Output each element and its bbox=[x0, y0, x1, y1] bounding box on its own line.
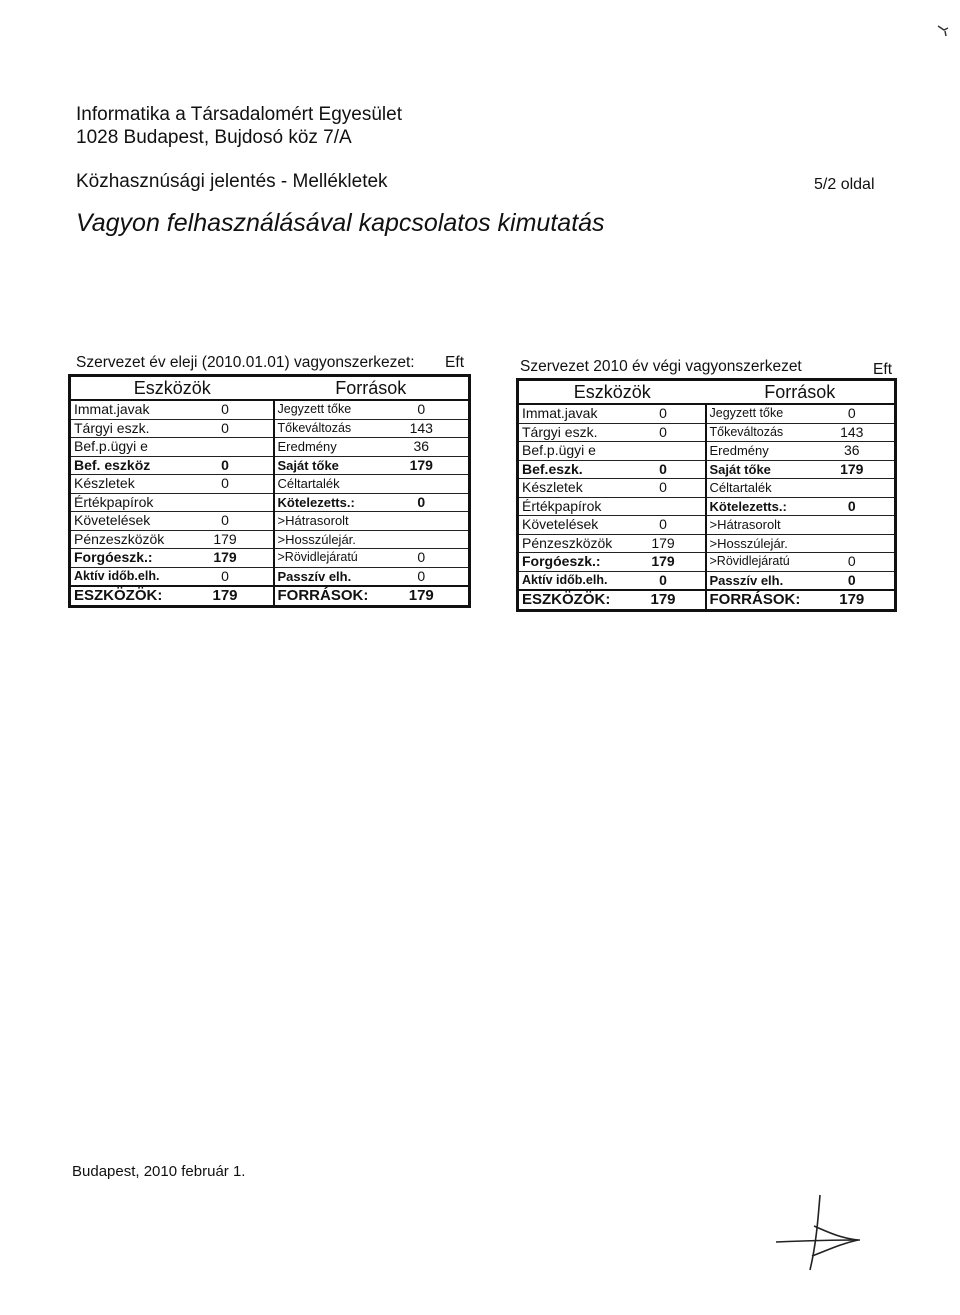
table-row bbox=[70, 475, 470, 494]
asset-value bbox=[622, 497, 706, 516]
source-total-label: FORRÁSOK: bbox=[274, 586, 375, 606]
table-row bbox=[70, 530, 470, 549]
asset-total-label: ESZKÖZÖK: bbox=[70, 586, 178, 606]
source-label: Jegyzett tőke bbox=[274, 400, 375, 419]
source-value: 0 bbox=[810, 404, 896, 423]
source-label: Tőkeváltozás bbox=[274, 419, 375, 438]
asset-label: Készletek bbox=[70, 475, 178, 494]
table-header-row bbox=[70, 376, 470, 401]
asset-label: Aktív időb.elh. bbox=[518, 571, 622, 590]
asset-value: 179 bbox=[178, 549, 274, 568]
opening-balance-panel bbox=[68, 354, 468, 608]
source-label: >Hosszúlejár. bbox=[274, 530, 375, 549]
table-row bbox=[518, 553, 896, 572]
source-value: 0 bbox=[375, 549, 470, 568]
scan-mark-icon bbox=[936, 24, 952, 38]
source-value: 0 bbox=[810, 553, 896, 572]
source-label: Passzív elh. bbox=[706, 571, 810, 590]
table-row bbox=[518, 460, 896, 479]
caption-text: Szervezet 2010 év végi vagyonszerkezet bbox=[520, 358, 802, 375]
source-label: >Rövidlejáratú bbox=[706, 553, 810, 572]
source-total-label: FORRÁSOK: bbox=[706, 590, 810, 610]
asset-value: 0 bbox=[178, 567, 274, 586]
asset-label: Immat.javak bbox=[518, 404, 622, 423]
opening-balance-caption bbox=[68, 354, 468, 374]
source-label: >Hosszúlejár. bbox=[706, 534, 810, 553]
table-total-row bbox=[70, 586, 470, 606]
source-total-value: 179 bbox=[810, 590, 896, 610]
asset-value bbox=[622, 442, 706, 461]
table-row bbox=[70, 493, 470, 512]
asset-label: Bef. eszköz bbox=[70, 456, 178, 475]
report-title: Közhasznúsági jelentés - Mellékletek bbox=[76, 171, 388, 192]
assets-column-header: Eszközök bbox=[70, 376, 274, 401]
closing-balance-panel bbox=[516, 358, 894, 612]
asset-value: 0 bbox=[622, 479, 706, 498]
source-value: 179 bbox=[375, 456, 470, 475]
organization-address: 1028 Budapest, Bujdosó köz 7/A bbox=[76, 127, 352, 148]
source-label: Eredmény bbox=[274, 438, 375, 457]
organization-name: Informatika a Társadalomért Egyesület bbox=[76, 104, 402, 125]
table-row bbox=[70, 456, 470, 475]
caption-text: Szervezet év eleji (2010.01.01) vagyonszerkezet: bbox=[76, 354, 415, 371]
asset-value: 0 bbox=[178, 419, 274, 438]
table-total-row bbox=[518, 590, 896, 610]
table-row bbox=[518, 534, 896, 553]
asset-value: 0 bbox=[178, 512, 274, 531]
assets-column-header: Eszközök bbox=[518, 380, 706, 405]
source-label: Passzív elh. bbox=[274, 567, 375, 586]
asset-value: 0 bbox=[622, 516, 706, 535]
source-label: Tőkeváltozás bbox=[706, 423, 810, 442]
source-value bbox=[810, 516, 896, 535]
source-value: 179 bbox=[810, 460, 896, 479]
source-value: 0 bbox=[810, 497, 896, 516]
asset-label: Pénzeszközök bbox=[518, 534, 622, 553]
asset-label: Forgóeszk.: bbox=[518, 553, 622, 572]
table-row bbox=[518, 479, 896, 498]
table-row bbox=[518, 423, 896, 442]
source-label: Eredmény bbox=[706, 442, 810, 461]
source-label: >Hátrasorolt bbox=[706, 516, 810, 535]
asset-value: 0 bbox=[622, 460, 706, 479]
asset-value: 0 bbox=[622, 404, 706, 423]
source-value bbox=[375, 530, 470, 549]
table-row bbox=[518, 404, 896, 423]
asset-value bbox=[178, 493, 274, 512]
asset-label: Forgóeszk.: bbox=[70, 549, 178, 568]
source-value: 143 bbox=[375, 419, 470, 438]
source-value: 0 bbox=[810, 571, 896, 590]
asset-label: Bef.eszk. bbox=[518, 460, 622, 479]
source-value bbox=[375, 512, 470, 531]
asset-value: 0 bbox=[178, 456, 274, 475]
table-row bbox=[518, 442, 896, 461]
asset-value: 0 bbox=[622, 571, 706, 590]
asset-label: Követelések bbox=[518, 516, 622, 535]
source-value: 143 bbox=[810, 423, 896, 442]
asset-label: Bef.p.ügyi e bbox=[518, 442, 622, 461]
table-row bbox=[70, 512, 470, 531]
source-value: 36 bbox=[375, 438, 470, 457]
document-heading: Vagyon felhasználásával kapcsolatos kimutatás bbox=[76, 209, 605, 237]
asset-total-value: 179 bbox=[178, 586, 274, 606]
asset-label: Bef.p.ügyi e bbox=[70, 438, 178, 457]
asset-value: 0 bbox=[622, 423, 706, 442]
table-header-row bbox=[518, 380, 896, 405]
asset-value: 0 bbox=[178, 475, 274, 494]
asset-label: Aktív időb.elh. bbox=[70, 567, 178, 586]
asset-total-value: 179 bbox=[622, 590, 706, 610]
asset-value: 179 bbox=[622, 553, 706, 572]
asset-value: 179 bbox=[178, 530, 274, 549]
source-label: Kötelezetts.: bbox=[706, 497, 810, 516]
sources-column-header: Források bbox=[706, 380, 896, 405]
source-label: >Rövidlejáratú bbox=[274, 549, 375, 568]
source-label: Céltartalék bbox=[706, 479, 810, 498]
asset-value bbox=[178, 438, 274, 457]
asset-value: 179 bbox=[622, 534, 706, 553]
asset-label: Követelések bbox=[70, 512, 178, 531]
asset-label: Immat.javak bbox=[70, 400, 178, 419]
table-row bbox=[70, 549, 470, 568]
source-total-value: 179 bbox=[375, 586, 470, 606]
page-number: 5/2 oldal bbox=[814, 176, 875, 193]
source-label: Jegyzett tőke bbox=[706, 404, 810, 423]
asset-label: Tárgyi eszk. bbox=[518, 423, 622, 442]
asset-value: 0 bbox=[178, 400, 274, 419]
source-label: Kötelezetts.: bbox=[274, 493, 375, 512]
source-value: 0 bbox=[375, 567, 470, 586]
asset-label: Pénzeszközök bbox=[70, 530, 178, 549]
source-value: 0 bbox=[375, 400, 470, 419]
asset-label: Értékpapírok bbox=[70, 493, 178, 512]
source-label: Céltartalék bbox=[274, 475, 375, 494]
table-row bbox=[70, 567, 470, 586]
source-value bbox=[375, 475, 470, 494]
asset-label: Készletek bbox=[518, 479, 622, 498]
closing-balance-table bbox=[516, 378, 897, 612]
table-row bbox=[70, 419, 470, 438]
asset-total-label: ESZKÖZÖK: bbox=[518, 590, 622, 610]
closing-balance-caption bbox=[516, 358, 894, 378]
unit-label: Eft bbox=[873, 361, 892, 378]
table-row bbox=[70, 400, 470, 419]
sources-column-header: Források bbox=[274, 376, 470, 401]
table-row bbox=[70, 438, 470, 457]
source-label: >Hátrasorolt bbox=[274, 512, 375, 531]
source-value: 36 bbox=[810, 442, 896, 461]
place-and-date: Budapest, 2010 február 1. bbox=[72, 1163, 246, 1180]
opening-balance-table bbox=[68, 374, 471, 608]
unit-label: Eft bbox=[445, 354, 464, 371]
table-row bbox=[518, 497, 896, 516]
source-label: Saját tőke bbox=[274, 456, 375, 475]
source-value: 0 bbox=[375, 493, 470, 512]
handwritten-signature bbox=[770, 1190, 880, 1280]
source-value bbox=[810, 479, 896, 498]
asset-label: Értékpapírok bbox=[518, 497, 622, 516]
table-row bbox=[518, 571, 896, 590]
asset-label: Tárgyi eszk. bbox=[70, 419, 178, 438]
table-row bbox=[518, 516, 896, 535]
source-value bbox=[810, 534, 896, 553]
source-label: Saját tőke bbox=[706, 460, 810, 479]
